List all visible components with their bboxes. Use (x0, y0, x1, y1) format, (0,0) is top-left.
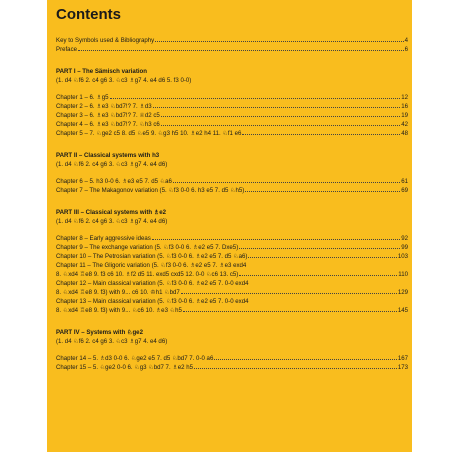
toc-entry-text: Chapter 5 – 7. ♘ge2 c5 8. d5 ♘e5 9. ♘g3 h5 10. ♗e2 h4 11. ♘f1 e6 (56, 130, 242, 137)
dot-leader (152, 234, 400, 240)
toc-entry (56, 252, 408, 261)
toc-entry-text: Chapter 10 – The Petrosian variation (5. ♘f3 0-0 6. ♗e2 e5 7. d5 ♘a6) (56, 253, 248, 260)
toc-entry (56, 243, 408, 252)
toc-page-number: 129 (397, 289, 408, 296)
toc-entry (56, 45, 408, 54)
toc-page-number: 4 (404, 37, 408, 44)
toc-entry (56, 111, 408, 120)
dot-leader (239, 243, 400, 249)
toc-page-number: 145 (397, 307, 408, 314)
toc-page-number: 173 (397, 364, 408, 371)
toc-entry-text: Chapter 8 – Early aggressive ideas (56, 235, 151, 242)
toc-page-number: 6 (404, 46, 408, 53)
toc-entry-text: Chapter 11 – The Gligoric variation (5. ♘f3 0-0 6. ♗e2 e5 7. ♗e3 exd4 (56, 262, 247, 269)
toc-entry-text: 8. ♘xd4 ♖e8 9. f3) with 9... ♘c6 10. ♗e3 ♘h5 (56, 307, 182, 314)
toc-entry (56, 261, 408, 270)
toc-page-number: 12 (401, 94, 408, 101)
toc-entry-text: 8. ♘xd4 ♖e8 9. f3 c6 10. ♗f2 d5 11. exd5 cxd5 12. 0-0 ♘c6 13. c5) (56, 271, 239, 278)
toc-page-number: 16 (401, 103, 408, 110)
toc-entry (56, 102, 408, 111)
part-heading: PART I – The Sämisch variation (56, 68, 147, 75)
spacer (56, 85, 408, 93)
spacer (56, 226, 408, 234)
toc-entry (56, 120, 408, 129)
toc-entry-text: Key to Symbols used & Bibliography (56, 37, 155, 44)
toc-page-number: 92 (401, 235, 408, 242)
toc-page-number: 103 (397, 253, 408, 260)
toc-entry-text: Chapter 14 – 5. ♗d3 0-0 6. ♘ge2 e5 7. d5 ♘bd7 7. 0-0 a6 (56, 355, 214, 362)
spacer (56, 195, 408, 208)
dot-leader (183, 306, 397, 312)
contents-page (47, 0, 412, 452)
toc-entry (56, 234, 408, 243)
dot-leader (110, 93, 401, 99)
dot-leader (214, 354, 397, 360)
toc-page-number: 19 (401, 112, 408, 119)
toc-entry-text: Chapter 1 – 6. ♗g5 (56, 94, 109, 101)
toc-entry-text: Chapter 3 – 6. ♗e3 ♘bd7!? 7. ♕d2 c5 (56, 112, 160, 119)
part-heading: PART II – Classical systems with h3 (56, 152, 160, 159)
toc-entry-text: Preface (56, 46, 78, 53)
part-heading: PART III – Classical systems with ♗e2 (56, 209, 167, 216)
toc-entry-text: Chapter 15 – 5. ♘ge2 0-0 6. ♘g3 ♘bd7 7. ♗e2 h5 (56, 364, 194, 371)
parts-list (56, 54, 408, 372)
spacer (56, 169, 408, 177)
dot-leader (161, 120, 400, 126)
part-moves: (1. d4 ♘f6 2. c4 g6 3. ♘c3 ♗g7 4. e4 d6) (56, 161, 168, 168)
dot-leader (173, 177, 400, 183)
toc-entry (56, 363, 408, 372)
toc-page-number: 99 (401, 244, 408, 251)
dot-leader (181, 288, 397, 294)
toc-entry-text: 8. ♘xd4 ♖e8 9. f3) with 9... c6 10. ♔h1 ♘bd7 (56, 289, 180, 296)
dot-leader (153, 102, 401, 108)
dot-leader (194, 363, 397, 369)
part-heading: PART IV – Systems with ♘ge2 (56, 329, 143, 336)
spacer (56, 138, 408, 151)
part-moves: (1. d4 ♘f6 2. c4 g6 3. ♘c3 ♗g7 4. e4 d6 5. f3 0-0) (56, 77, 192, 84)
toc-entry-text: Chapter 12 – Main classical variation (5. ♘f3 0-0 6. ♗e2 e5 7. 0-0 exd4 (56, 280, 249, 287)
toc-entry (56, 186, 408, 195)
toc-entry-text: Chapter 9 – The exchange variation (5. ♘f3 0-0 6. ♗e2 e5 7. Dxe5) (56, 244, 239, 251)
toc-entry-text: Chapter 4 – 6. ♗e3 ♘bd7!? 7. ♘h3 c6 (56, 121, 160, 128)
dot-leader (245, 186, 400, 192)
dot-leader (248, 252, 396, 258)
toc-page-number: 61 (401, 178, 408, 185)
front-matter-list (56, 36, 408, 54)
spacer (56, 346, 408, 354)
toc-entry (56, 279, 408, 288)
dot-leader (242, 129, 400, 135)
toc-page-number: 42 (401, 121, 408, 128)
spacer (56, 315, 408, 328)
toc-entry-text: Chapter 2 – 6. ♗e3 ♘bd7!? 7. ♗d3 (56, 103, 152, 110)
toc-entry (56, 129, 408, 138)
spacer (56, 54, 408, 67)
dot-leader (155, 36, 403, 42)
toc-entry (56, 306, 408, 315)
toc-page-number: 69 (401, 187, 408, 194)
toc-entry-text: Chapter 13 – Main classical variation (5. ♘f3 0-0 6. ♗e2 e5 7. 0-0 exd4 (56, 298, 249, 305)
part-moves: (1. d4 ♘f6 2. c4 g6 3. ♘c3 ♗g7 4. e4 d6) (56, 338, 168, 345)
toc-entry (56, 288, 408, 297)
toc-entry (56, 297, 408, 306)
toc-entry (56, 36, 408, 45)
part-moves: (1. d4 ♘f6 2. c4 g6 3. ♘c3 ♗g7 4. e4 d6) (56, 218, 168, 225)
toc-entry (56, 354, 408, 363)
toc-page-number: 167 (397, 355, 408, 362)
dot-leader (78, 45, 404, 51)
toc-page-number: 110 (398, 271, 408, 278)
toc-entry (56, 270, 408, 279)
dot-leader (161, 111, 400, 117)
page-title: Contents (56, 6, 121, 23)
dot-leader (239, 270, 397, 276)
toc-entry-text: Chapter 6 – 5. h3 0-0 6. ♗e3 e5 7. d5 ♘a6 (56, 178, 172, 185)
toc-entry-text: Chapter 7 – The Makagonov variation (5. ♘f3 0-0 6. h3 e5 7. d5 ♘h5) (56, 187, 245, 194)
toc-entry (56, 177, 408, 186)
toc-entry (56, 93, 408, 102)
toc-page-number: 48 (401, 130, 408, 137)
